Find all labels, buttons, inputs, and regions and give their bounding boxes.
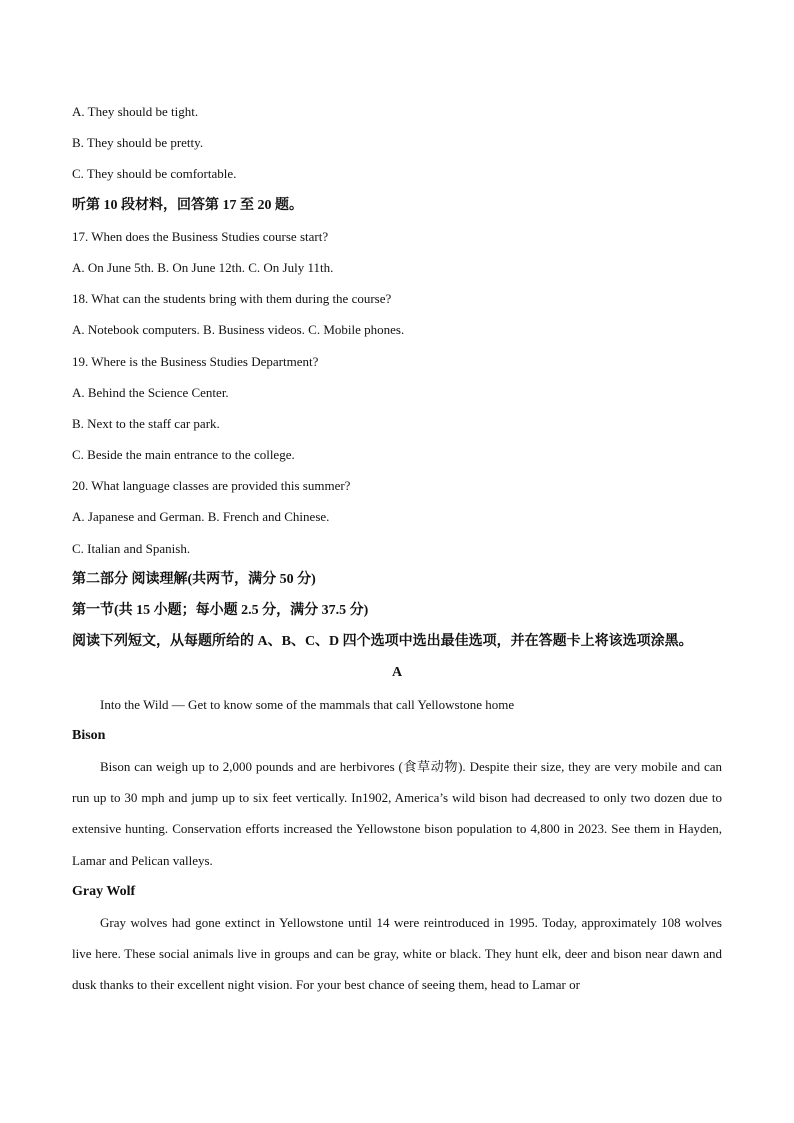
option-16a: A. They should be tight. xyxy=(72,104,199,119)
question-20: 20. What language classes are provided this summer? xyxy=(72,478,351,494)
question-18: 18. What can the students bring with them during the course? xyxy=(72,291,392,307)
paragraph-gray-wolf: Gray wolves had gone extinct in Yellowstone until 14 were reintroduced in 1995. Today, approximately 108 wolves live here. These social animals live in groups and can be gray, white or black. They hunt elk, deer and bison near dawn and dusk thanks to their excellent night vision. For your best chance of seeing them, head to Lamar or xyxy=(72,914,722,993)
question-17: 17. When does the Business Studies course start? xyxy=(72,228,329,244)
section-one-heading: 第一节(共 15 小题；每小题 2.5 分，满分 37.5 分) xyxy=(72,603,369,618)
passage-title: Into the Wild — Get to know some of the mammals that call Yellowstone home xyxy=(100,696,515,712)
document-page xyxy=(72,96,722,1001)
question-19: 19. Where is the Business Studies Department? xyxy=(72,353,319,369)
option-16c: C. They should be comfortable. xyxy=(72,166,237,182)
options-17: A. On June 5th. B. On June 12th. C. On July 11th. xyxy=(72,259,334,275)
passage-label: A xyxy=(391,665,403,681)
option-16b: B. They should be pretty. xyxy=(72,135,204,151)
option-19b: B. Next to the staff car park. xyxy=(72,415,220,431)
reading-instructions: 阅读下列短文，从每题所给的 A、B、C、D 四个选项中选出最佳选项，并在答题卡上将该选项涂黑。 xyxy=(72,634,693,650)
subheading-bison: Bison xyxy=(72,727,106,743)
option-19c: C. Beside the main entrance to the college. xyxy=(72,447,295,463)
subheading-gray-wolf: Gray Wolf xyxy=(72,883,136,899)
option-19a: A. Behind the Science Center. xyxy=(72,384,229,400)
section-heading-material-10: 听第 10 段材料，回答第 17 至 20 题。 xyxy=(72,197,303,213)
option-20c: C. Italian and Spanish. xyxy=(72,540,191,556)
options-18: A. Notebook computers. B. Business videos. C. Mobile phones. xyxy=(72,322,405,338)
options-20ab: A. Japanese and German. B. French and Chinese. xyxy=(72,509,330,525)
part-two-heading: 第二部分 阅读理解(共两节，满分 50 分) xyxy=(72,571,316,587)
paragraph-bison: Bison can weigh up to 2,000 pounds and are herbivores (食草动物). Despite their size, they are very mobile and can run up to 30 mph and jump up to six feet vertically. In1902, America’s wild bison had decreased to only two dozen due to extensive hunting. Conservation efforts increased the Yellowstone bison population to 4,800 in 2023. See them in Hayden, Lamar and Pelican valleys. xyxy=(72,758,722,868)
